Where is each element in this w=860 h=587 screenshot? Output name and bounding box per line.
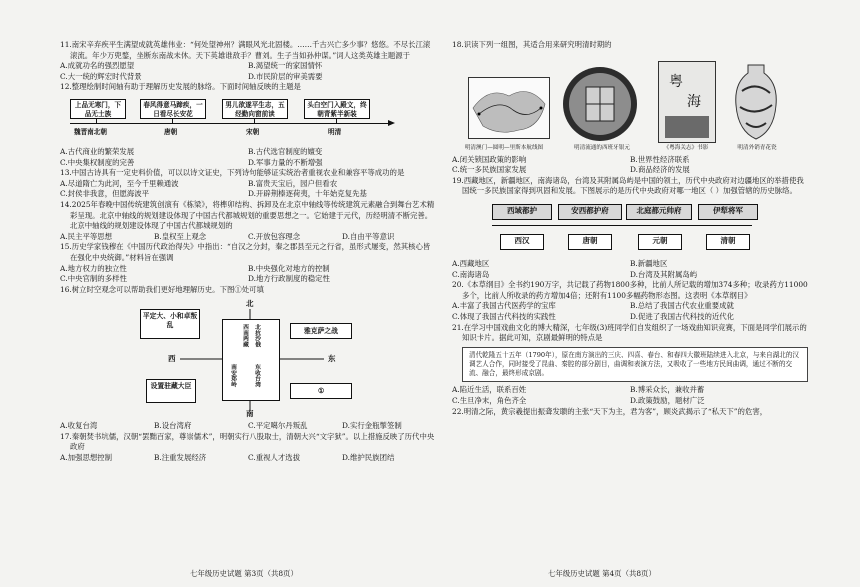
q12-timeline: [70, 95, 436, 145]
dynasty-3: 元朝: [638, 234, 682, 250]
compass-west: 西: [168, 354, 176, 364]
q16-option-d[interactable]: D.实行金瓶掣签制: [342, 421, 402, 431]
compass-east: 东: [328, 354, 336, 364]
q11-option-a[interactable]: A.成就功名的强烈愿望: [60, 61, 135, 71]
caption-book-cover: 《粤海关志》书影: [663, 144, 709, 151]
q12-stem: 12.整理绘制时间轴有助于理解历史发展的脉络。下面时间轴反映的主题是: [60, 82, 301, 92]
q14-option-a[interactable]: A.民主平等思想: [60, 231, 113, 241]
timeline-tick: [96, 119, 97, 124]
q19-option-a[interactable]: A.西藏地区: [452, 258, 490, 268]
q12-option-c[interactable]: C.中央集权制度的完善: [60, 157, 135, 167]
q17-option-c[interactable]: C.重视人才选拔: [248, 453, 301, 463]
q11-options: [60, 61, 436, 72]
q20-stem: 20.《本草纲目》全书约190万字，共记载了药物1800多种，比前人所记载的增加374多种；收录药方11000多个，比前人所收录的药方增加4倍；还附有1100多幅药物形态图。这表明《本草纲目》: [452, 280, 808, 300]
q20-option-a[interactable]: A.丰富了我国古代医药学的宝库: [452, 301, 556, 311]
center-text-east: 东收台湾: [253, 364, 260, 388]
q21-option-a[interactable]: A.陷近生活，联系百姓: [452, 385, 527, 395]
q13-options: [60, 179, 436, 190]
q21-option-d[interactable]: D.政策鼓励，题材广泛: [630, 395, 705, 405]
q14-option-c[interactable]: C.开放包容理念: [248, 231, 301, 241]
q16-option-b[interactable]: B.设台湾府: [154, 421, 192, 431]
q20-options-2: [452, 312, 808, 323]
q15-option-c[interactable]: C.中央官制的多样性: [60, 274, 127, 284]
q18-option-b[interactable]: B.世界性经济联系: [630, 154, 690, 164]
compass-box-southwest: 设置驻藏大臣: [146, 379, 196, 403]
q21-options: [452, 385, 808, 396]
q13-option-d[interactable]: D.开辟荆榛逐荷夷，十年始克复先基: [248, 189, 367, 199]
q18-options-2: [452, 165, 808, 176]
q20-option-d[interactable]: D.促进了我国古代科技的近代化: [630, 311, 735, 321]
dynasty-2: 唐朝: [568, 234, 612, 250]
q17-stem: 17.秦朝焚书坑儒，汉朝“罢黜百家，尊崇儒术”，明朝实行八股取士，清朝大兴“文字狱”。以上措施反映了历代中央政府: [60, 431, 435, 452]
compass-center-box: [222, 319, 280, 401]
q12-options: [60, 147, 436, 158]
timeline-box-1: 上品无寒门，下品无士族: [70, 99, 126, 119]
dynasty-1: 西汉: [500, 234, 544, 250]
route-map-image: [468, 77, 550, 139]
q11-option-b[interactable]: B.渴望统一的家国情怀: [248, 61, 323, 71]
q16-option-c[interactable]: C.平定噶尔丹叛乱: [248, 421, 308, 431]
q15-options: [60, 264, 436, 275]
governance-timeline: [492, 225, 752, 226]
gov-office-1: 西域都护: [492, 204, 552, 220]
q16-options: [60, 421, 436, 432]
q20-option-c[interactable]: C.体现了我国古代科技的实践性: [452, 311, 556, 321]
q15-option-b[interactable]: B.中央强化对地方的控制: [248, 263, 330, 273]
q17-options: [60, 453, 436, 464]
left-page-footer: 七年级历史试题 第3页（共8页）: [190, 569, 298, 578]
compass-south: 南: [246, 409, 254, 419]
q20-options: [452, 301, 808, 312]
q12-options-2: [60, 158, 436, 169]
q19-option-b[interactable]: B.新疆地区: [630, 258, 668, 268]
center-text-south: 南安郑岭: [229, 364, 236, 388]
q11-options-2: [60, 72, 436, 83]
left-page: [60, 40, 436, 464]
timeline-box-4: 头白空门入殿文，终朝青紫半新装: [304, 99, 370, 119]
q16-option-a[interactable]: A.收复台湾: [60, 421, 98, 431]
q19-options: [452, 259, 808, 270]
q19-options-2: [452, 270, 808, 281]
q14-options: [60, 232, 436, 243]
q12-option-a[interactable]: A.古代商业的繁荣发展: [60, 146, 135, 156]
q18-option-d[interactable]: D.商品经济的发展: [630, 165, 690, 175]
svg-text:粤: 粤: [669, 73, 683, 90]
center-text-north: 北抗沙俄: [253, 324, 260, 348]
caption-porcelain: 明清外销青花瓷: [737, 144, 777, 151]
book-cover-image: [658, 61, 716, 143]
gov-office-3: 北庭都元帅府: [626, 204, 692, 220]
caption-silver-coin: 明清流通的西班牙银元: [574, 144, 630, 151]
compass-north: 北: [246, 299, 254, 309]
timeline-label-2: 唐朝: [164, 127, 178, 136]
q18-stem: 18.识读下列一组图，其适合用来研究明清时期的: [452, 40, 612, 49]
q13-option-c[interactable]: C.封侯非我意，但愿海波平: [60, 189, 150, 199]
q13-options-2: [60, 189, 436, 200]
timeline-label-4: 明清: [328, 127, 342, 136]
compass-box-northeast: 雅克萨之战: [290, 323, 352, 339]
timeline-tick: [172, 119, 173, 124]
q13-stem: 13.中国古诗具有一定史料价值，可以以诗文证史，下列诗句能够证实统治者重视农业和兼容平等成功的是: [60, 168, 405, 178]
q14-option-b[interactable]: B.皇权至上观念: [154, 231, 207, 241]
q17-option-b[interactable]: B.注重发展经济: [154, 453, 207, 463]
q17-option-d[interactable]: D.维护民族团结: [342, 453, 395, 463]
dynasty-4: 清朝: [706, 234, 750, 250]
timeline-box-2: 春风得意马蹄疾，一日看尽长安花: [140, 99, 206, 119]
right-page: [452, 40, 808, 417]
center-text-west: 西南两藏: [241, 324, 248, 348]
gov-office-4: 伊犁将军: [698, 204, 758, 220]
timeline-arrow-icon: [388, 120, 395, 126]
q12-option-d[interactable]: D.军事力量的不断增强: [248, 157, 323, 167]
q21-option-c[interactable]: C.生旦净末，角色齐全: [452, 395, 527, 405]
q18-option-c[interactable]: C.统一多民族国家发展: [452, 165, 527, 175]
timeline-tick: [254, 119, 255, 124]
q15-option-d[interactable]: D.地方行政制度的稳定性: [248, 274, 330, 284]
timeline-label-1: 魏晋南北朝: [74, 127, 107, 136]
q21-stem: 21.在学习中国戏曲文化的博大精深，七年级(3)班同学们自发组织了一场戏曲知识竞赛，下面是同学们展示的知识卡片。据此可知，京剧最鲜明的特点是: [452, 322, 807, 343]
silver-coin-image: [558, 65, 642, 143]
q14-option-d[interactable]: D.自由平等意识: [342, 231, 395, 241]
q13-option-a[interactable]: A.尽道隋亡为此河，至今千里赖通波: [60, 178, 179, 188]
timeline-tick: [336, 119, 337, 124]
q21-knowledge-card: 清代乾隆五十五年（1790年），原在南方演出的三庆、四喜、春台、和春四大徽班陆续进入北京，与来自湖北的汉调艺人合作，同时接受了昆曲、秦腔的部分剧目，曲调和表演方法，又吸收了一些地方民间曲调，通过不断的交流、融合，最终形成京剧。: [462, 347, 808, 383]
gov-office-2: 安西都护府: [558, 204, 622, 220]
q19-stem: 19.西藏地区，新疆地区，南海诸岛，台湾及其附属岛屿是中国的领土，历代中央政府对边疆地区的举措使我国统一多民族国家得到巩固和发展。下图展示的是历代中央政府对哪一地区（ ）加强管辖的历史脉络。: [452, 175, 804, 196]
right-page-footer: 七年级历史试题 第4页（共8页）: [548, 569, 656, 578]
q14-stem: 14.2025年春晚中国传统建筑创演有《栋梁》，将榫卯结构、拆卸及在北京中轴线等传统建筑元素融合到舞台艺术精彩呈现。北京中轴线的规划建设体现了中国古代都城规划的重要思想之一。它始建于元代，历经明清不断完善。北京中轴线的规划建设体现了中国古代都城规划的: [60, 199, 435, 231]
q17-option-a[interactable]: A.加强思想控制: [60, 453, 113, 463]
q20-option-b[interactable]: B.总结了我国古代农业重要成就: [630, 301, 734, 311]
q21-options-2: [452, 396, 808, 407]
q19-option-d[interactable]: D.台湾及其附属岛屿: [630, 269, 698, 279]
q16-compass-diagram: [140, 299, 360, 419]
compass-box-southeast: ①: [290, 383, 352, 399]
q15-option-a[interactable]: A.地方权力的独立性: [60, 263, 127, 273]
q18-photo-row: [454, 57, 808, 167]
q18-option-a[interactable]: A.闭关锁国政策的影响: [452, 154, 527, 164]
q19-option-c[interactable]: C.南海诸岛: [452, 269, 490, 279]
q19-governance-diagram: [492, 200, 808, 256]
q12-option-b[interactable]: B.古代选官制度的嬗变: [248, 146, 323, 156]
q15-options-2: [60, 274, 436, 285]
compass-box-northwest: 平定大、小和卓叛乱: [140, 309, 200, 339]
q13-option-b[interactable]: B.富贵天宝后，园户但看农: [248, 178, 338, 188]
q15-stem: 15.历史学家钱穆在《中国历代政治得失》中指出：“自汉之分封，秦之郡县至元之行省，虽形式屡变，然其核心皆在强化中央统御。”材料旨在强调: [60, 242, 431, 262]
q22-stem: 22.明清之际，黄宗羲提出振聋发聩的主张“天下为主，君为客”，顾炎武揭示了“私天下”的危害，: [452, 406, 768, 416]
timeline-axis: [70, 123, 390, 124]
timeline-box-3: 男儿欲遂平生志，五经勤向窗前读: [222, 99, 288, 119]
timeline-label-3: 宋朝: [246, 127, 260, 136]
q11-option-c[interactable]: C.大一统的辉宏时代背景: [60, 71, 142, 81]
q21-option-b[interactable]: B.博采众长，兼收并蓄: [630, 385, 705, 395]
porcelain-vase-image: [730, 61, 782, 141]
caption-route-map: 明清澳门—圆明—里斯本航线图: [464, 144, 544, 151]
q11-option-d[interactable]: D.市民阶层的审美需要: [248, 71, 323, 81]
q11-stem: 11.南宋辛弃疾平生满望成就英雄伟业：“何处望神州？满眼风光北固楼。……千古兴亡多少事？悠悠。不尽长江滚滚流。年少万兜鍪，坐断东南战未休。天下英雄谁敌手？曹刘。生子当如孙仲谋。”词人这类英雄主题源于: [60, 40, 431, 60]
q16-stem: 16.树立时空观念可以帮助我们更好地理解历史。下图①处可填: [60, 284, 264, 294]
svg-text:海: 海: [687, 93, 701, 110]
